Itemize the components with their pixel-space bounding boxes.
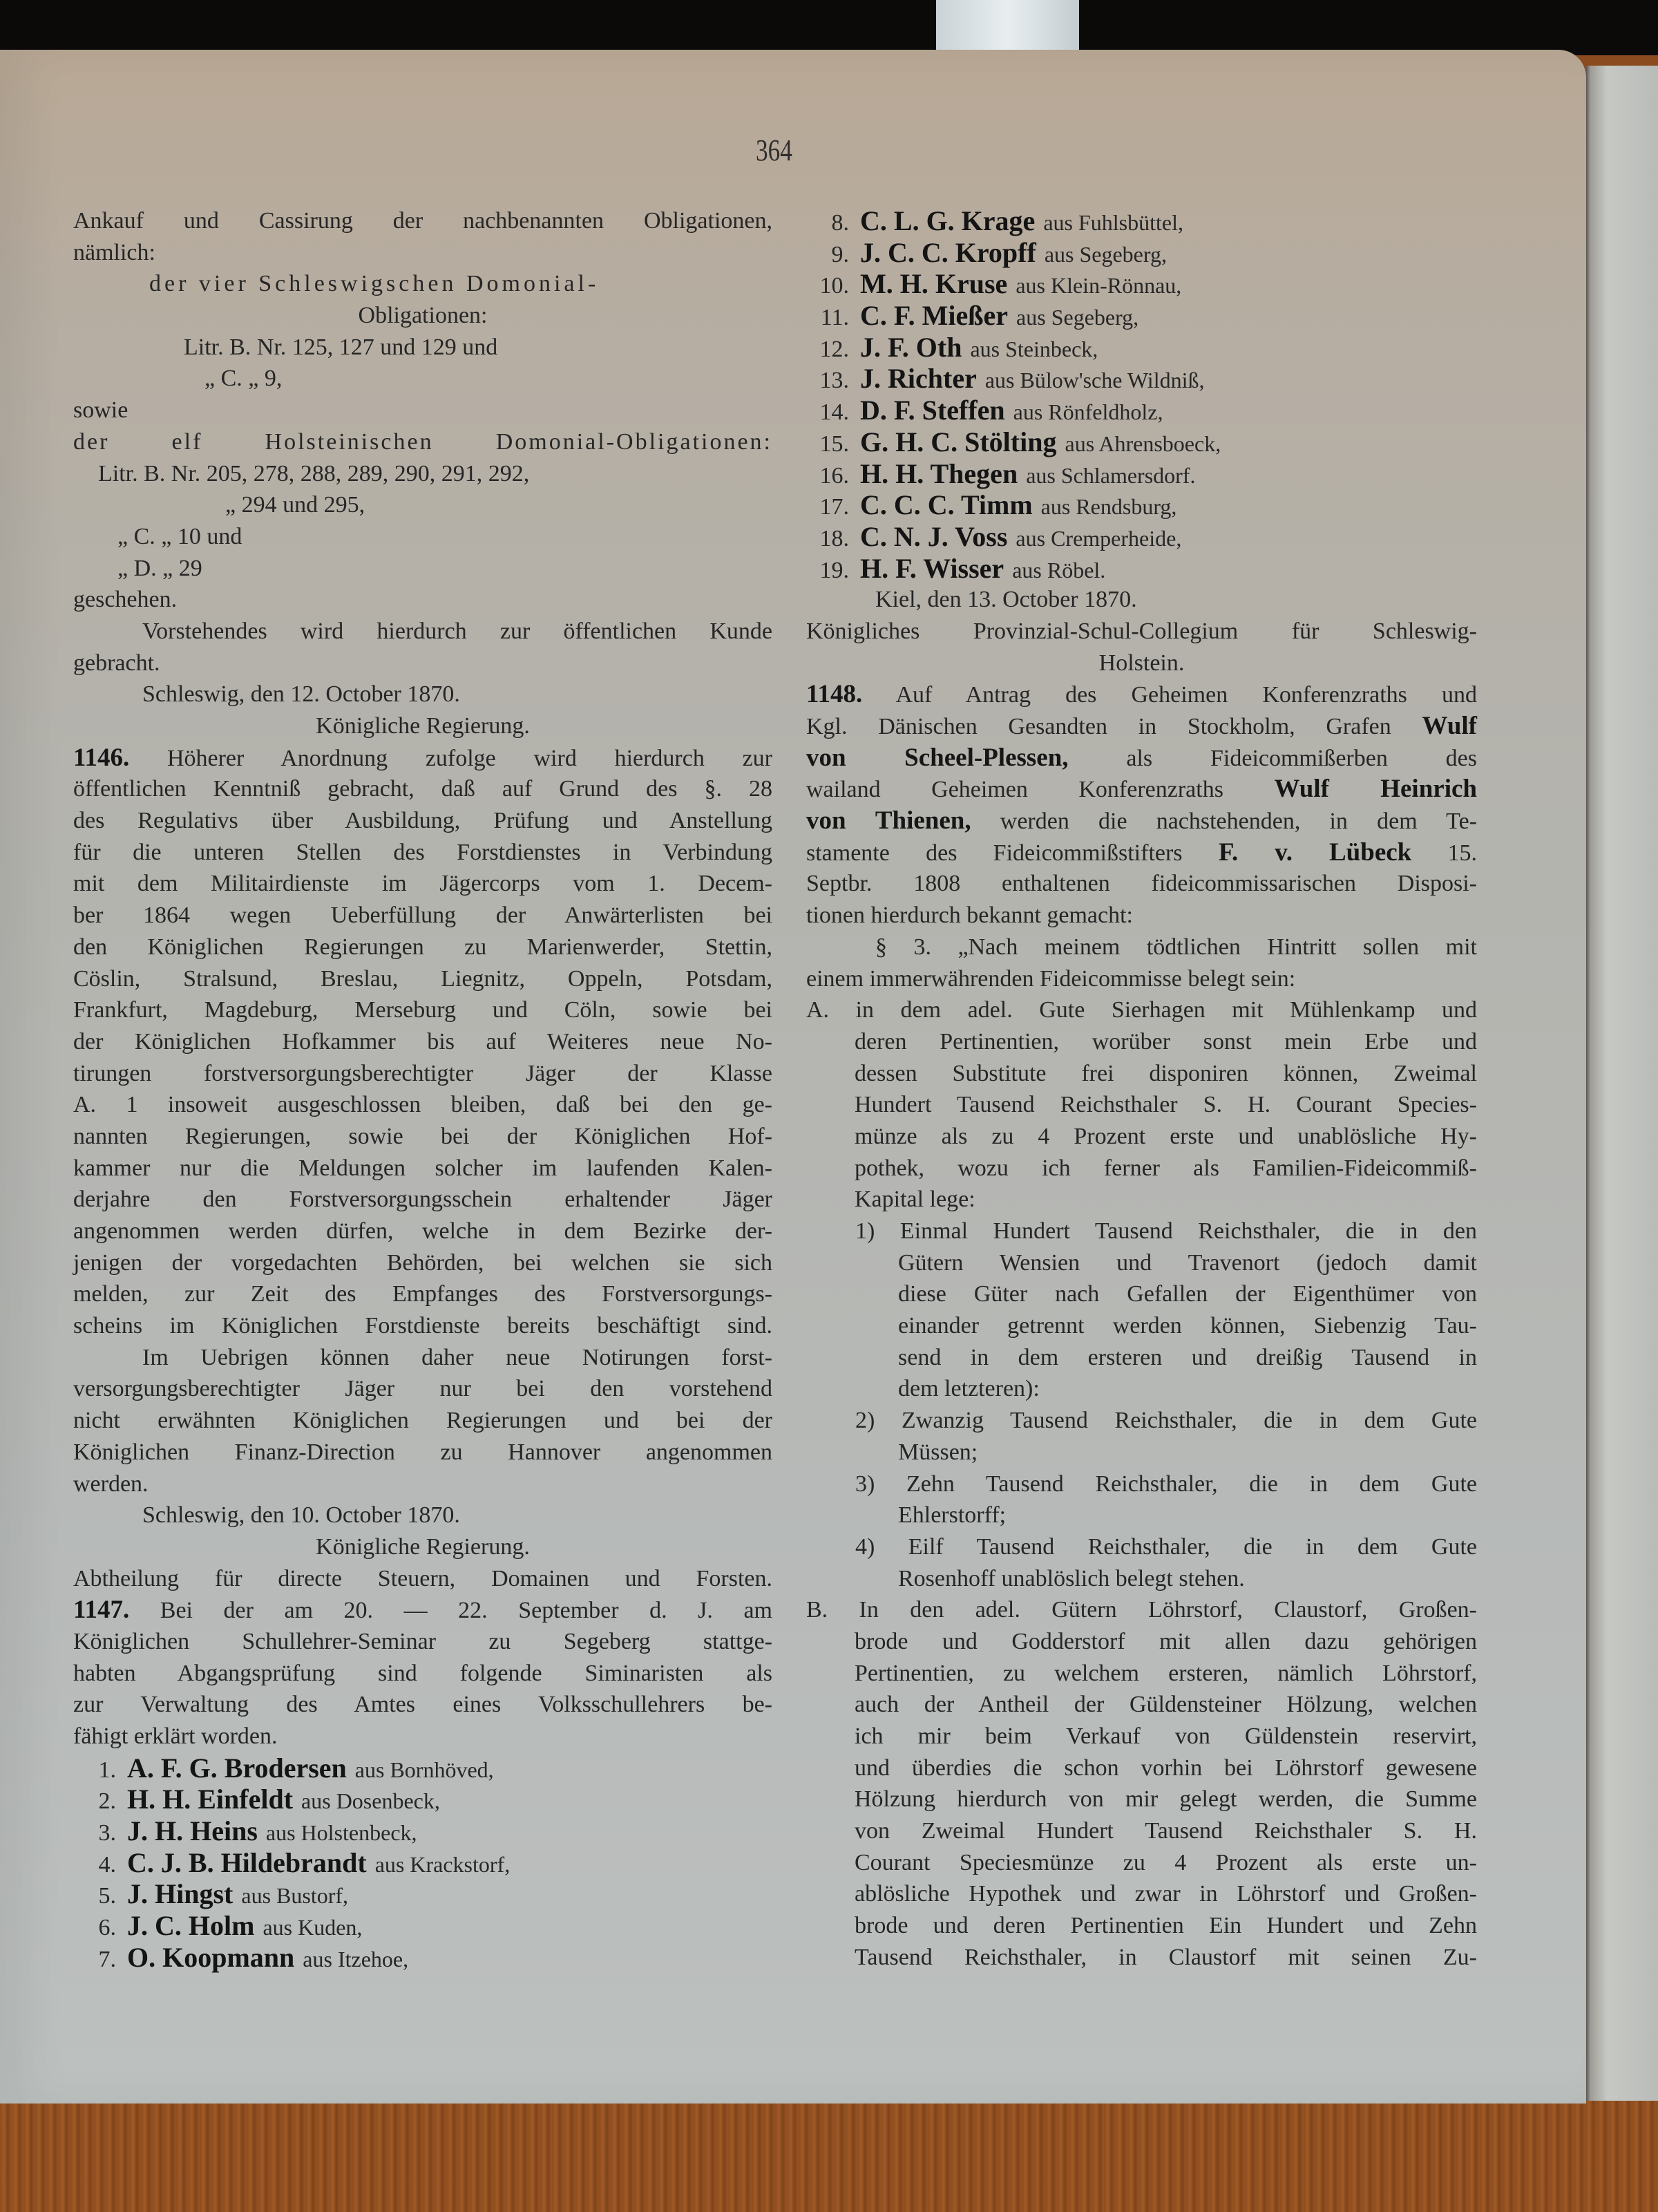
text-line: des Regulativs über Ausbildung, Prüfung und Anstellung (73, 808, 772, 834)
list-item-number: 2. (98, 1788, 116, 1815)
text-line: versorgungsberechtigter Jäger nur bei den vorstehend (73, 1376, 772, 1402)
list-item-place: aus Rönfeldholz, (1013, 399, 1163, 425)
list-item-number: 8. (831, 210, 849, 236)
list-item-number: 16. (819, 462, 849, 489)
text-line: Königlichen Finanz-Direction zu Hannover angenommen (73, 1439, 772, 1465)
text-line: Cöslin, Stralsund, Breslau, Liegnitz, Oppeln, Potsdam, (73, 965, 772, 992)
text-line: kammer nur die Meldungen solcher im laufenden Kalen- (73, 1155, 772, 1181)
list-item-number: 4. (98, 1851, 116, 1878)
list-item-place: aus Bornhöved, (354, 1757, 494, 1782)
text-line: „ 294 und 295, (225, 492, 365, 518)
text-line: Frankfurt, Magdeburg, Merseburg und Cöln, sowie bei (73, 997, 772, 1023)
list-item-name: D. F. Steffen (860, 395, 1005, 426)
text-line: Königlichen Schullehrer-Seminar zu Segeberg stattge- (73, 1628, 772, 1654)
list-item (73, 1784, 772, 1815)
page-number: 364 (756, 133, 792, 167)
list-item-name: J. Richter (860, 363, 977, 395)
text-line: der vier Schleswigschen Domonial- (149, 271, 600, 297)
text-line: einem immerwährenden Fideicommisse belegt sein: (806, 965, 1296, 992)
text-line: ber 1864 wegen Ueberfüllung der Anwärterlisten bei (73, 902, 772, 929)
list-item-place: aus Kuden, (263, 1915, 363, 1940)
text-line: „ C. „ 10 und (117, 523, 242, 549)
list-item-number: 17. (819, 494, 849, 520)
text-line: melden, zur Zeit des Empfanges des Forstversorgungs- (73, 1281, 772, 1307)
text-line: 1148. Auf Antrag des Geheimen Konferenzraths und (806, 680, 1477, 709)
text-line: pothek, wozu ich ferner als Familien-Fideicommiß- (855, 1155, 1477, 1181)
list-item (73, 1942, 772, 1974)
list-item-place: aus Krackstorf, (374, 1851, 511, 1877)
list-item-place: aus Dosenbeck, (301, 1788, 440, 1814)
list-item-place: aus Bustorf, (241, 1883, 349, 1909)
text-line: „ D. „ 29 (117, 555, 202, 581)
adjacent-page-edge (1586, 66, 1658, 2111)
text-line: Müssen; (898, 1439, 978, 1465)
list-item (73, 1910, 772, 1942)
list-item-name: C. F. Mießer (860, 300, 1009, 332)
list-item-name: M. H. Kruse (860, 268, 1008, 300)
text-line: mit dem Militairdienste im Jägercorps vom 1. Decem- (73, 871, 772, 897)
list-item-name: O. Koopmann (127, 1941, 295, 1973)
text-line: von Zweimal Hundert Tausend Reichsthaler S. H. (855, 1818, 1477, 1844)
scan-clip-strip (936, 0, 1079, 54)
text-line: und überdies die schon vorhin bei Löhrstorf gewesene (855, 1755, 1477, 1781)
text-line: von Thienen, werden die nachstehenden, in dem Te- (806, 806, 1477, 835)
list-item-number: 6. (98, 1915, 116, 1941)
list-item (806, 521, 1477, 553)
text-line: § 3. „Nach meinem tödtlichen Hintritt sollen mit (875, 934, 1477, 960)
text-line: ich mir beim Verkauf von Güldenstein reservirt, (855, 1723, 1477, 1749)
right-column (806, 205, 1477, 1974)
text-line: Tausend Reichsthaler, in Claustorf mit seinen Zu- (855, 1944, 1477, 1970)
text-line: jenigen der vorgedachten Behörden, bei welchen sie sich (73, 1249, 772, 1276)
text-line: Gütern Wensien und Travenort (jedoch damit (898, 1249, 1477, 1276)
list-item (73, 1815, 772, 1847)
text-line: Kiel, den 13. October 1870. (875, 587, 1137, 613)
text-line: diese Güter nach Gefallen der Eigenthümer von (898, 1281, 1477, 1307)
text-line: Holstein. (1098, 650, 1185, 676)
text-line: nicht erwähnten Königlichen Regierungen und bei der (73, 1408, 772, 1434)
text-line: Königliche Regierung. (316, 713, 530, 739)
bold-text: Wulf Heinrich (1274, 775, 1477, 804)
list-item-number: 14. (819, 399, 849, 426)
text-line: send in dem ersteren und dreißig Tausend in (898, 1344, 1477, 1370)
bold-text: von Thienen, (806, 806, 971, 835)
text-line: fähigt erklärt worden. (73, 1723, 278, 1749)
text-line: Königliches Provinzial-Schul-Collegium für Schleswig- (806, 618, 1477, 644)
text-line: Vorstehendes wird hierdurch zur öffentlichen Kunde (142, 618, 772, 644)
list-item (806, 332, 1477, 363)
text-line: münze als zu 4 Prozent erste und unablösliche Hy- (855, 1123, 1477, 1149)
list-item-number: 15. (819, 431, 849, 457)
list-item (73, 1847, 772, 1879)
text-line: angenommen werden dürfen, welche in dem Bezirke der- (73, 1218, 772, 1244)
text-line: Im Uebrigen können daher neue Notirungen forst- (142, 1344, 772, 1370)
text-line: brode und Godderstorf mit allen dazu gehörigen (855, 1628, 1477, 1654)
list-item-number: 11. (820, 305, 849, 331)
text-line: für die unteren Stellen des Forstdienstes in Verbindung (73, 839, 772, 865)
text-line: Rosenhoff unablöslich belegt stehen. (898, 1565, 1245, 1591)
list-item-place: aus Ahrensboeck, (1065, 431, 1221, 456)
list-item-place: aus Fuhlsbüttel, (1043, 210, 1183, 235)
list-item (806, 458, 1477, 490)
list-item-place: aus Steinbeck, (970, 336, 1098, 361)
text-line: 4) Eilf Tausend Reichsthaler, die in dem Gute (855, 1533, 1477, 1560)
list-item-number: 10. (819, 273, 849, 299)
text-line: gebracht. (73, 650, 160, 676)
list-item (806, 553, 1477, 585)
text-line: Schleswig, den 12. October 1870. (142, 681, 460, 708)
text-line: von Scheel-Plessen, als Fideicommißerben des (806, 743, 1477, 772)
list-item-name: J. H. Heins (127, 1815, 258, 1847)
text-line: nämlich: (73, 239, 155, 265)
text-line: Litr. B. Nr. 205, 278, 288, 289, 290, 291, 292, (98, 460, 530, 486)
list-item (73, 1752, 772, 1784)
list-item-place: aus Segeberg, (1044, 241, 1167, 267)
text-line: 2) Zwanzig Tausend Reichsthaler, die in dem Gute (855, 1408, 1477, 1434)
text-line: geschehen. (73, 587, 178, 613)
text-line: den Königlichen Regierungen zu Marienwerder, Stettin, (73, 934, 772, 960)
list-item-name: H. H. Einfeldt (127, 1784, 294, 1815)
text-line: dessen Substitute frei disponiren können, Zweimal (855, 1060, 1477, 1086)
list-item-number: 18. (819, 525, 849, 551)
list-item-name: C. N. J. Voss (860, 520, 1008, 552)
bold-text: 1148. (806, 680, 863, 709)
list-item-place: aus Klein-Rönnau, (1016, 273, 1182, 299)
list-item-place: aus Röbel. (1012, 557, 1106, 583)
text-line: tionen hierdurch bekannt gemacht: (806, 902, 1133, 929)
list-item (806, 363, 1477, 395)
list-item-number: 9. (831, 241, 849, 267)
text-line: ablösliche Hypothek und zwar in Löhrstorf und Großen- (855, 1881, 1477, 1907)
text-line: Obligationen: (358, 303, 488, 329)
text-line: 1147. Bei der am 20. — 22. September d. J. am (73, 1596, 772, 1625)
text-line: deren Pertinentien, worüber sonst mein Erbe und (855, 1028, 1477, 1055)
list-item (806, 205, 1477, 237)
bold-text: von Scheel-Plessen, (806, 743, 1069, 772)
text-line: derjahre den Forstversorgungsschein erhaltender Jäger (73, 1187, 772, 1213)
list-item-place: aus Schlamersdorf. (1026, 462, 1196, 488)
text-line: Hundert Tausend Reichsthaler S. H. Courant Species- (855, 1092, 1477, 1118)
text-line: Pertinentien, zu welchem ersteren, nämlich Löhrstorf, (855, 1660, 1477, 1686)
text-line: A. in dem adel. Gute Sierhagen mit Mühlenkamp und (806, 997, 1477, 1023)
text-line: 1146. Höherer Anordnung zufolge wird hierdurch zur (73, 743, 772, 772)
bold-text: F. v. Lübeck (1218, 838, 1412, 867)
text-line: Kgl. Dänischen Gesandten in Stockholm, Grafen Wulf (806, 712, 1477, 740)
text-line: Hölzung hierdurch von mir gelegt werden, die Summe (855, 1786, 1477, 1813)
list-item-number: 12. (819, 336, 849, 362)
bold-text: Wulf (1422, 712, 1477, 740)
list-item (73, 1878, 772, 1910)
text-line: „ C. „ 9, (204, 366, 283, 392)
list-item-place: aus Holstenbeck, (265, 1820, 417, 1846)
list-item-name: C. L. G. Krage (860, 205, 1036, 236)
text-line: öffentlichen Kenntniß gebracht, daß auf Grund des §. 28 (73, 776, 772, 802)
list-item-number: 7. (98, 1946, 116, 1972)
bold-text: 1146. (73, 743, 130, 772)
list-item-place: aus Cremperheide, (1016, 525, 1182, 551)
text-line: Schleswig, den 10. October 1870. (142, 1502, 460, 1529)
text-line: 1) Einmal Hundert Tausend Reichsthaler, die in den (855, 1218, 1477, 1244)
list-item (806, 395, 1477, 426)
list-item-number: 19. (819, 557, 849, 583)
list-item-name: J. C. C. Kropff (860, 236, 1036, 268)
text-line: 3) Zehn Tausend Reichsthaler, die in dem Gute (855, 1471, 1477, 1497)
bold-text: 1147. (73, 1596, 130, 1625)
list-item-place: aus Itzehoe, (303, 1946, 409, 1972)
list-item-place: aus Bülow'sche Wildniß, (984, 368, 1205, 393)
text-line: dem letzteren): (898, 1376, 1040, 1402)
list-item-name: J. Hingst (127, 1878, 234, 1910)
text-line: Septbr. 1808 enthaltenen fideicommissarischen Disposi- (806, 871, 1477, 897)
table-surface (0, 2101, 1658, 2212)
text-line: tirungen forstversorgungsberechtigter Jäger der Klasse (73, 1060, 772, 1086)
list-item-number: 3. (98, 1820, 116, 1846)
text-line: brode und deren Pertinentien Ein Hundert und Zehn (855, 1913, 1477, 1939)
list-item-name: H. F. Wisser (860, 552, 1004, 584)
list-item-place: aus Segeberg, (1016, 305, 1139, 330)
text-line: werden. (73, 1471, 149, 1497)
text-line: Kapital lege: (855, 1187, 975, 1213)
text-line: Courant Speciesmünze zu 4 Prozent als erste un- (855, 1849, 1477, 1875)
list-item-name: G. H. C. Stölting (860, 426, 1057, 457)
text-line: B. In den adel. Gütern Löhrstorf, Claustorf, Großen- (806, 1597, 1477, 1623)
text-line: auch der Antheil der Güldensteiner Hölzung, welchen (855, 1692, 1477, 1718)
list-item-place: aus Rendsburg, (1040, 494, 1177, 520)
text-line: stamente des Fideicommißstifters F. v. Lübeck 15. (806, 838, 1478, 867)
list-item (806, 489, 1477, 521)
text-line: der elf Holsteinischen Domonial-Obligationen: (73, 428, 772, 455)
text-line: nannten Regierungen, sowie bei der Königlichen Hof- (73, 1123, 772, 1149)
list-item-number: 13. (819, 368, 849, 394)
list-item-name: J. C. Holm (127, 1910, 255, 1942)
list-item-name: A. F. G. Brodersen (127, 1752, 347, 1784)
list-item (806, 426, 1477, 458)
text-line: A. 1 insoweit ausgeschlossen bleiben, daß bei den ge- (73, 1092, 772, 1118)
text-line: scheins im Königlichen Forstdienste bereits beschäftigt sind. (73, 1313, 772, 1339)
text-line: Ankauf und Cassirung der nachbenannten Obligationen, (73, 208, 772, 234)
list-item-name: C. C. C. Timm (860, 489, 1033, 521)
text-line: habten Abgangsprüfung sind folgende Siminaristen als (73, 1660, 772, 1686)
list-item-name: C. J. B. Hildebrandt (127, 1846, 367, 1878)
text-line: Litr. B. Nr. 125, 127 und 129 und (184, 334, 498, 360)
list-item (806, 300, 1477, 332)
text-line: einander getrennt werden können, Siebenzig Tau- (898, 1313, 1477, 1339)
text-line: Ehlerstorff; (898, 1502, 1007, 1529)
text-line: Abtheilung für directe Steuern, Domainen und Forsten. (73, 1565, 772, 1591)
left-column (73, 205, 772, 1974)
list-item-name: H. H. Thegen (860, 457, 1018, 489)
list-item (806, 268, 1477, 300)
text-line: wailand Geheimen Konferenzraths Wulf Heinrich (806, 775, 1477, 804)
list-item-number: 1. (98, 1757, 116, 1783)
list-item-number: 5. (98, 1883, 116, 1909)
text-line: zur Verwaltung des Amtes eines Volksschullehrers be- (73, 1692, 772, 1718)
text-line: Königliche Regierung. (316, 1533, 530, 1560)
list-item (806, 237, 1477, 269)
text-line: sowie (73, 397, 128, 424)
scan-background-top (0, 0, 1658, 55)
list-item-name: J. F. Oth (860, 331, 962, 363)
text-line: der Königlichen Hofkammer bis auf Weiteres neue No- (73, 1028, 772, 1055)
